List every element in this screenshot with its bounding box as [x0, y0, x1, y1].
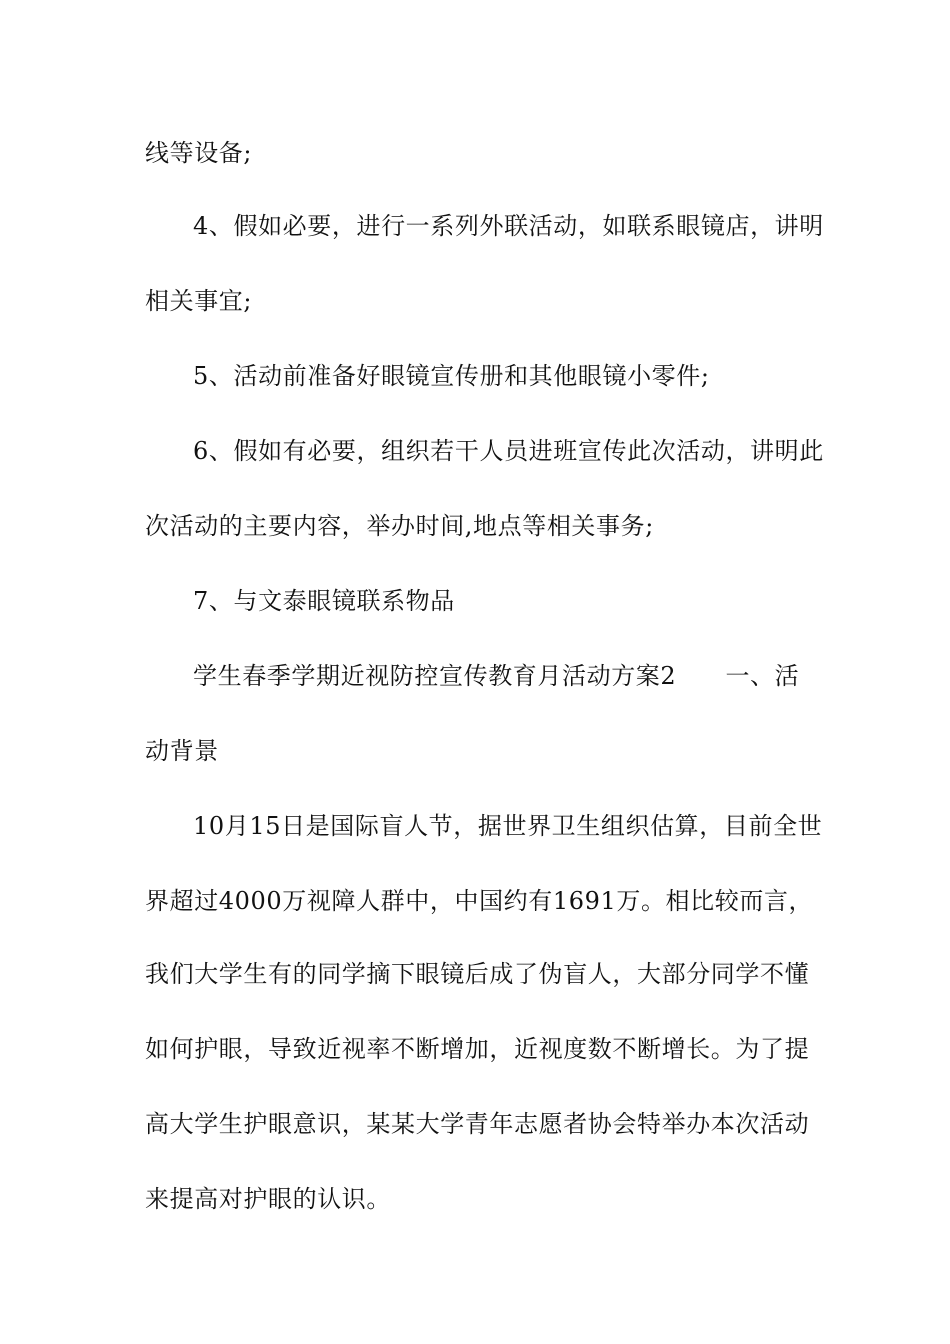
- paragraph-line-4: 5、活动前准备好眼镜宣传册和其他眼镜小零件;: [193, 362, 710, 390]
- paragraph-line-7: 7、与文泰眼镜联系物品: [193, 587, 455, 615]
- section-heading-continuation: 动背景: [145, 737, 219, 765]
- paragraph-line-12: 我们大学生有的同学摘下眼镜后成了伪盲人，大部分同学不懂: [145, 960, 810, 988]
- paragraph-line-10: 10月15日是国际盲人节，据世界卫生组织估算，目前全世: [193, 812, 823, 840]
- paragraph-line-14: 高大学生护眼意识，某某大学青年志愿者协会特举办本次活动: [145, 1110, 810, 1138]
- paragraph-line-11: 界超过4000万视障人群中，中国约有1691万。相比较而言，: [145, 887, 814, 915]
- paragraph-line-1: 线等设备;: [145, 139, 253, 167]
- paragraph-line-6: 次活动的主要内容，举办时间,地点等相关事务;: [145, 512, 654, 540]
- paragraph-line-3: 相关事宜;: [145, 287, 253, 315]
- paragraph-line-5: 6、假如有必要，组织若干人员进班宣传此次活动，讲明此: [193, 437, 824, 465]
- paragraph-line-13: 如何护眼，导致近视率不断增加，近视度数不断增长。为了提: [145, 1035, 810, 1063]
- section-heading-line: 学生春季学期近视防控宣传教育月活动方案2 一、活: [193, 662, 800, 690]
- paragraph-line-15: 来提高对护眼的认识。: [145, 1185, 391, 1213]
- paragraph-line-2: 4、假如必要，进行一系列外联活动，如联系眼镜店，讲明: [193, 212, 824, 240]
